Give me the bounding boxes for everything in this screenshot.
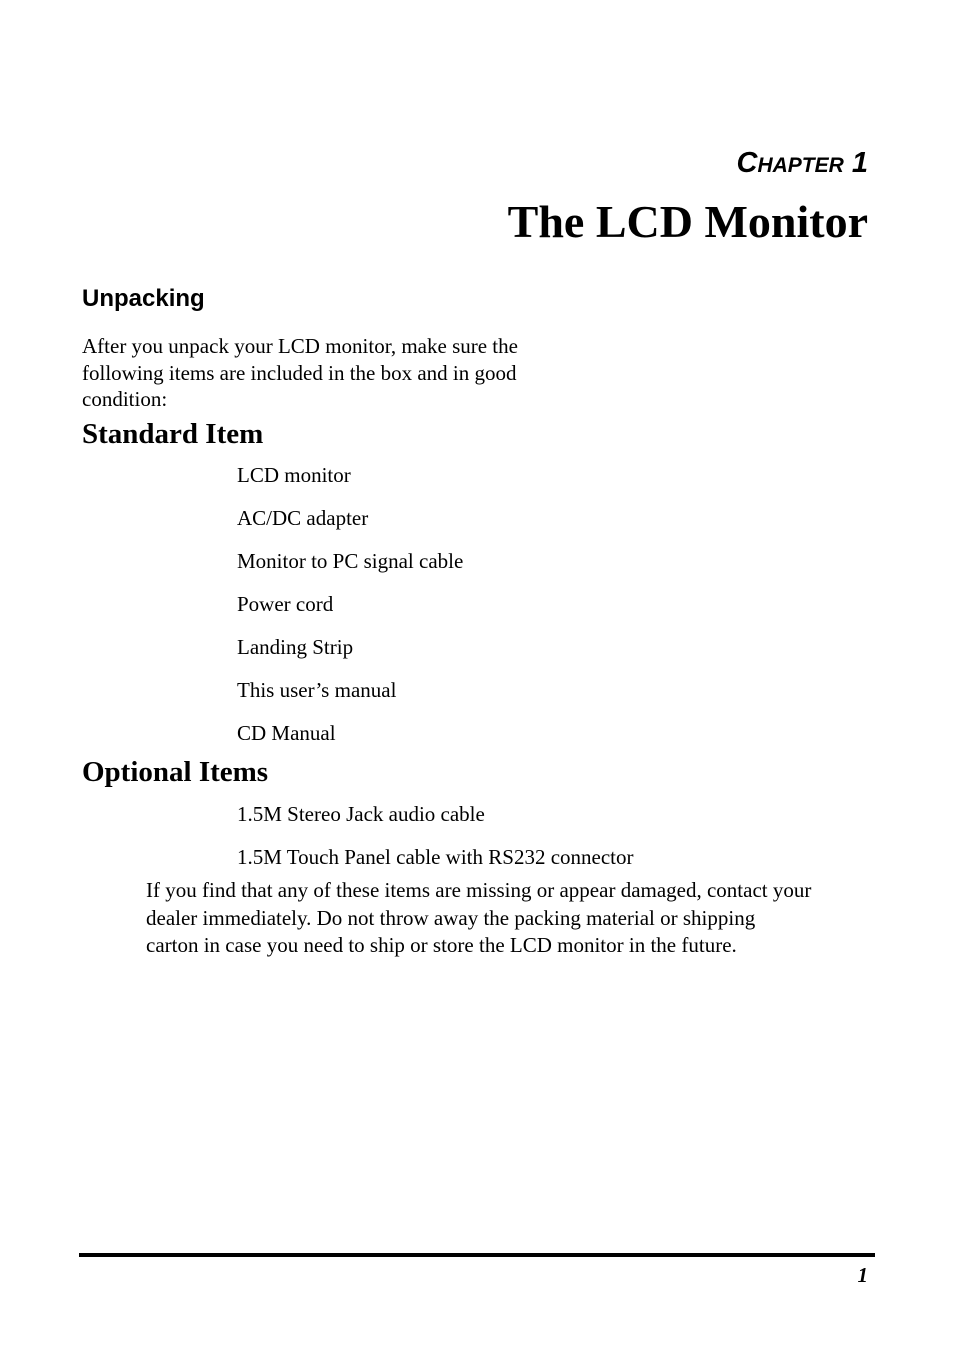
intro-line: condition: [82, 387, 168, 411]
optional-list-item: 1.5M Touch Panel cable with RS232 connector [237, 845, 634, 869]
intro-line: following items are included in the box and in good [82, 360, 517, 385]
chapter-label [737, 146, 869, 183]
chapter-number: 1 [851, 147, 868, 179]
intro-paragraph [82, 333, 572, 413]
optional-items-heading: Optional Items [82, 756, 269, 788]
chapter-label-rest: HAPTER [757, 154, 844, 177]
closing-line: carton in case you need to ship or store the LCD monitor in the future. [146, 933, 737, 957]
page-title: The LCD Monitor [507, 196, 868, 247]
unpacking-heading: Unpacking [82, 285, 205, 312]
standard-list-item: Landing Strip [237, 635, 354, 659]
chapter-label-initial: C [736, 147, 758, 179]
standard-list-item: Power cord [237, 592, 334, 616]
page-number: 1 [857, 1263, 868, 1287]
standard-list-item: CD Manual [237, 721, 336, 745]
standard-list-item: LCD monitor [237, 463, 351, 487]
footer-rule [79, 1253, 875, 1257]
optional-list-item: 1.5M Stereo Jack audio cable [237, 802, 485, 826]
closing-paragraph [146, 877, 886, 960]
closing-line: dealer immediately. Do not throw away the packing material or shipping [146, 905, 756, 930]
standard-list-item: Monitor to PC signal cable [237, 549, 464, 573]
intro-line: After you unpack your LCD monitor, make sure the [82, 334, 518, 358]
standard-list-item: AC/DC adapter [237, 506, 369, 530]
standard-list-item: This user’s manual [237, 678, 397, 702]
standard-item-heading: Standard Item [82, 418, 264, 450]
closing-line: If you find that any of these items are missing or appear damaged, contact your [146, 878, 812, 902]
